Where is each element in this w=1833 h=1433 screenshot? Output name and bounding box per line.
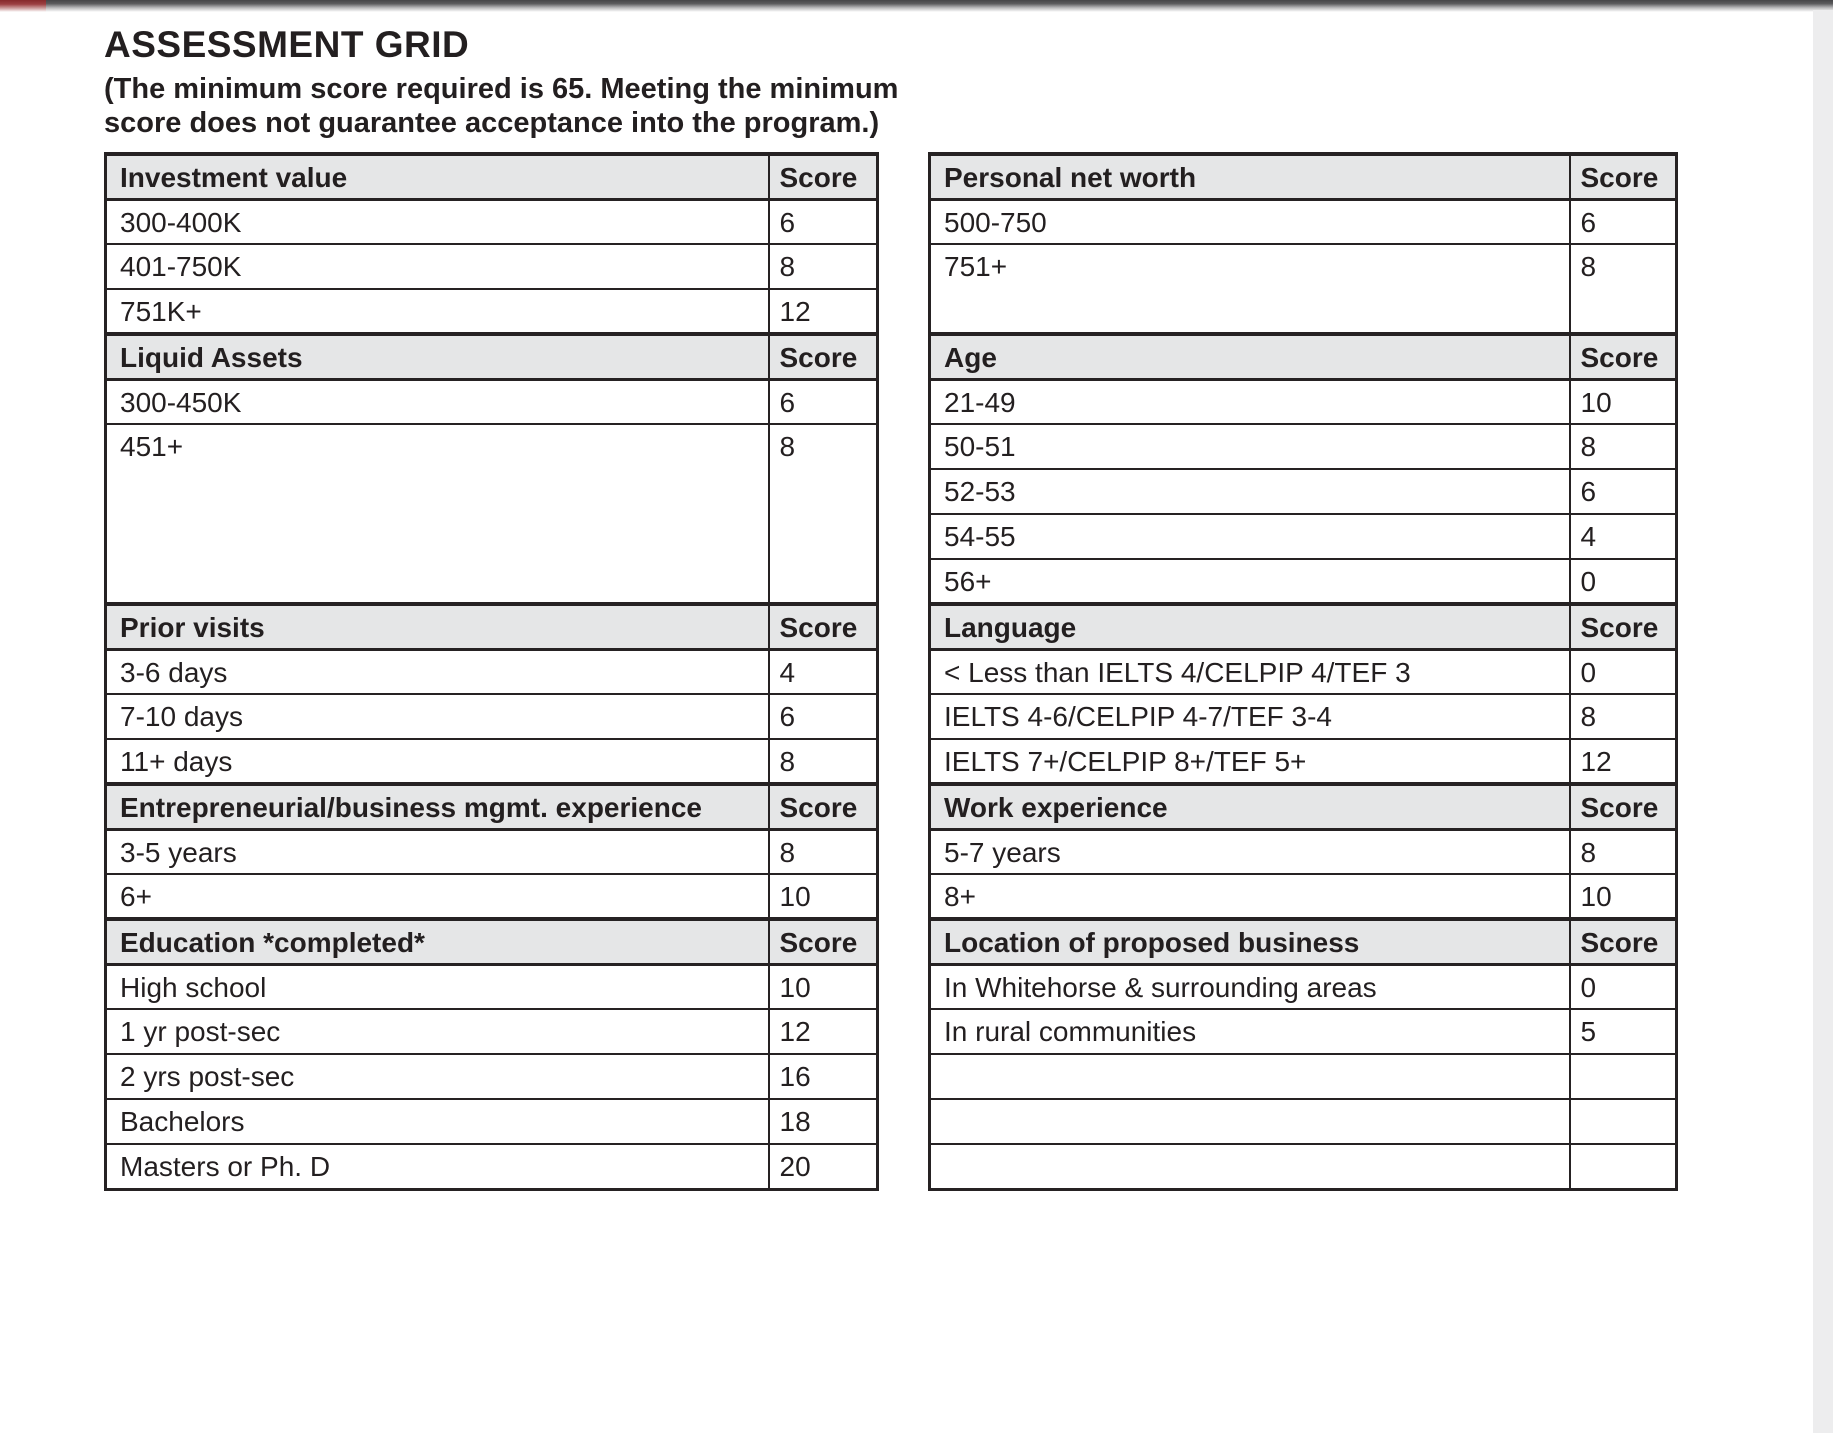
section-header-label: Work experience <box>930 784 1570 829</box>
section-header-label: Location of proposed business <box>930 919 1570 964</box>
cell-score: 10 <box>1570 874 1677 919</box>
section-header-score: Score <box>769 604 878 649</box>
table-row-empty <box>930 1054 1677 1099</box>
table-row <box>106 964 878 1009</box>
section-header-label: Personal net worth <box>930 154 1570 199</box>
cell-label: In rural communities <box>930 1009 1570 1054</box>
page-title: ASSESSMENT GRID <box>104 24 470 65</box>
table-row <box>106 694 878 739</box>
cell-label: In Whitehorse & surrounding areas <box>930 964 1570 1009</box>
cell-label: 50-51 <box>930 424 1570 469</box>
section-header-label: Liquid Assets <box>106 334 769 379</box>
section-header-score: Score <box>1570 334 1677 379</box>
cell-score: 4 <box>769 649 878 694</box>
section-header-label: Education *completed* <box>106 919 769 964</box>
cell-score: 8 <box>1570 694 1677 739</box>
cell-label: 3-5 years <box>106 829 769 874</box>
viewer-right-margin <box>1813 10 1833 1433</box>
section-header-row <box>106 919 878 964</box>
section-header-row <box>930 784 1677 829</box>
cell-label: 300-450K <box>106 379 769 424</box>
cell-score: 10 <box>769 874 878 919</box>
table-row <box>930 244 1677 334</box>
cell-score: 6 <box>769 694 878 739</box>
cell-label: Bachelors <box>106 1099 769 1144</box>
cell-score <box>1570 1099 1677 1144</box>
table-row <box>930 469 1677 514</box>
cell-score: 18 <box>769 1099 878 1144</box>
cell-label: 7-10 days <box>106 694 769 739</box>
table-row <box>930 874 1677 919</box>
section-header-row <box>106 604 878 649</box>
section-header-label: Language <box>930 604 1570 649</box>
cell-score: 10 <box>1570 379 1677 424</box>
cell-score: 16 <box>769 1054 878 1099</box>
section-header-score: Score <box>769 154 878 199</box>
section-header-row <box>930 334 1677 379</box>
section-header-label: Age <box>930 334 1570 379</box>
page-subtitle-line1: (The minimum score required is 65. Meeting the minimum <box>104 73 899 105</box>
table-row <box>106 244 878 289</box>
table-row <box>930 379 1677 424</box>
cell-score: 6 <box>1570 469 1677 514</box>
section-header-score: Score <box>1570 154 1677 199</box>
table-row <box>930 514 1677 559</box>
cell-label: 56+ <box>930 559 1570 604</box>
cell-score: 12 <box>769 289 878 334</box>
table-row <box>930 424 1677 469</box>
cell-score: 12 <box>1570 739 1677 784</box>
section-header-score: Score <box>769 919 878 964</box>
cell-label: 401-750K <box>106 244 769 289</box>
cell-score: 8 <box>1570 244 1677 334</box>
table-row <box>106 199 878 244</box>
cell-label <box>930 1054 1570 1099</box>
section-header-score: Score <box>769 334 878 379</box>
table-row <box>930 964 1677 1009</box>
section-header-row <box>930 919 1677 964</box>
cell-label: IELTS 4-6/CELPIP 4-7/TEF 3-4 <box>930 694 1570 739</box>
section-header-label: Entrepreneurial/business mgmt. experience <box>106 784 769 829</box>
cell-label: 5-7 years <box>930 829 1570 874</box>
section-header-row <box>106 784 878 829</box>
page-edge-bar <box>0 0 1833 12</box>
table-row <box>106 1054 878 1099</box>
cell-label: 3-6 days <box>106 649 769 694</box>
cell-label: Masters or Ph. D <box>106 1144 769 1189</box>
table-row <box>106 379 878 424</box>
cell-label: 2 yrs post-sec <box>106 1054 769 1099</box>
cell-score <box>1570 1144 1677 1189</box>
cell-score: 10 <box>769 964 878 1009</box>
table-row <box>106 649 878 694</box>
page-subtitle-line2: score does not guarantee acceptance into the program.) <box>104 107 880 139</box>
table-row <box>930 559 1677 604</box>
cell-label <box>930 1099 1570 1144</box>
table-row <box>930 649 1677 694</box>
section-header-score: Score <box>769 784 878 829</box>
cell-label: 751K+ <box>106 289 769 334</box>
table-row <box>106 829 878 874</box>
cell-score: 6 <box>769 379 878 424</box>
table-row <box>930 829 1677 874</box>
cell-label: 21-49 <box>930 379 1570 424</box>
cell-score: 8 <box>1570 829 1677 874</box>
assessment-table-left <box>104 152 879 1191</box>
table-row <box>106 289 878 334</box>
section-header-row <box>106 154 878 199</box>
cell-score: 0 <box>1570 964 1677 1009</box>
table-row <box>106 424 878 604</box>
table-row <box>106 874 878 919</box>
section-header-score: Score <box>1570 784 1677 829</box>
cell-score: 6 <box>1570 199 1677 244</box>
section-header-row <box>930 604 1677 649</box>
table-row <box>106 739 878 784</box>
table-row <box>930 739 1677 784</box>
cell-label: IELTS 7+/CELPIP 8+/TEF 5+ <box>930 739 1570 784</box>
page-subtitle <box>104 72 898 140</box>
cell-score: 8 <box>1570 424 1677 469</box>
table-row <box>106 1144 878 1189</box>
section-header-score: Score <box>1570 604 1677 649</box>
cell-score: 8 <box>769 739 878 784</box>
section-header-label: Investment value <box>106 154 769 199</box>
table-row-empty <box>930 1099 1677 1144</box>
cell-label: 8+ <box>930 874 1570 919</box>
cell-label: 6+ <box>106 874 769 919</box>
cell-label: 52-53 <box>930 469 1570 514</box>
cell-score: 6 <box>769 199 878 244</box>
cell-label: < Less than IELTS 4/CELPIP 4/TEF 3 <box>930 649 1570 694</box>
table-row <box>106 1009 878 1054</box>
cell-score: 8 <box>769 829 878 874</box>
cell-score: 8 <box>769 244 878 289</box>
cell-score: 12 <box>769 1009 878 1054</box>
cell-label: 300-400K <box>106 199 769 244</box>
table-row <box>930 199 1677 244</box>
cell-label: 11+ days <box>106 739 769 784</box>
cell-score <box>1570 1054 1677 1099</box>
section-header-score: Score <box>1570 919 1677 964</box>
table-row <box>930 694 1677 739</box>
assessment-table-right <box>928 152 1678 1191</box>
cell-label: High school <box>106 964 769 1009</box>
section-header-row <box>106 334 878 379</box>
cell-label: 54-55 <box>930 514 1570 559</box>
cell-label: 500-750 <box>930 199 1570 244</box>
cell-label: 751+ <box>930 244 1570 334</box>
section-header-row <box>930 154 1677 199</box>
cell-label: 1 yr post-sec <box>106 1009 769 1054</box>
table-row <box>106 1099 878 1144</box>
table-row-empty <box>930 1144 1677 1189</box>
cell-label <box>930 1144 1570 1189</box>
section-header-label: Prior visits <box>106 604 769 649</box>
cell-score: 5 <box>1570 1009 1677 1054</box>
cell-score: 0 <box>1570 649 1677 694</box>
cell-score: 0 <box>1570 559 1677 604</box>
cell-score: 20 <box>769 1144 878 1189</box>
table-row <box>930 1009 1677 1054</box>
cell-score: 4 <box>1570 514 1677 559</box>
cell-label: 451+ <box>106 424 769 604</box>
cell-score: 8 <box>769 424 878 604</box>
page-edge-bar-accent <box>0 0 46 12</box>
